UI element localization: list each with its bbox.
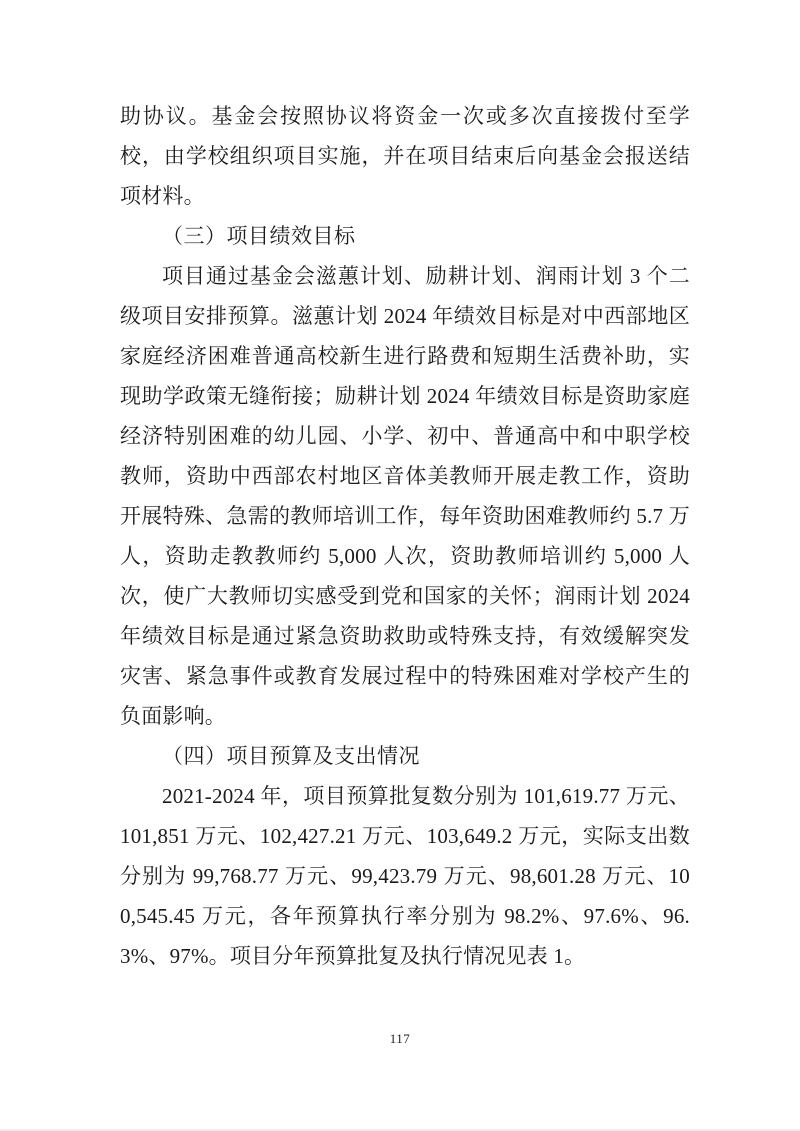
section4-paragraph: 2021-2024 年，项目预算批复数分别为 101,619.77 万元、101,851 万元、102,427.21 万元、103,649.2 万元，实际支出数分别为 99,768.77 万元、99,423.79 万元、98,601.28 万元、100,545.45 万元，各年预算执行率分别为 98.2%、97.6%、96.3%、97%。项目分年预算批复及执行情况见表 1。 (120, 784, 690, 968)
page-number: 117 (389, 1031, 411, 1046)
section-heading-3: （三）项目绩效目标 (162, 224, 356, 248)
page-footer (0, 1030, 800, 1048)
document-body (120, 96, 690, 976)
section3-paragraph: 项目通过基金会滋蕙计划、励耕计划、润雨计划 3 个二级项目安排预算。滋蕙计划 2024 年绩效目标是对中西部地区家庭经济困难普通高校新生进行路费和短期生活费补助，实现助学政策无缝衔接；励耕计划 2024 年绩效目标是资助家庭经济特别困难的幼儿园、小学、初中、普通高中和中职学校教师，资助中西部农村地区音体美教师开展走教工作，资助开展特殊、急需的教师培训工作，每年资助困难教师约 5.7 万人，资助走教教师约 5,000 人次，资助教师培训约 5,000 人次，使广大教师切实感受到党和国家的关怀；润雨计划 2024 年绩效目标是通过紧急资助救助或特殊支持，有效缓解突发灾害、紧急事件或教育发展过程中的特殊困难对学校产生的负面影响。 (120, 264, 690, 728)
paragraph-continuation: 助协议。基金会按照协议将资金一次或多次直接拨付至学校，由学校组织项目实施，并在项目结束后向基金会报送结项材料。 (120, 104, 690, 208)
section-heading-4: （四）项目预算及支出情况 (162, 744, 420, 768)
